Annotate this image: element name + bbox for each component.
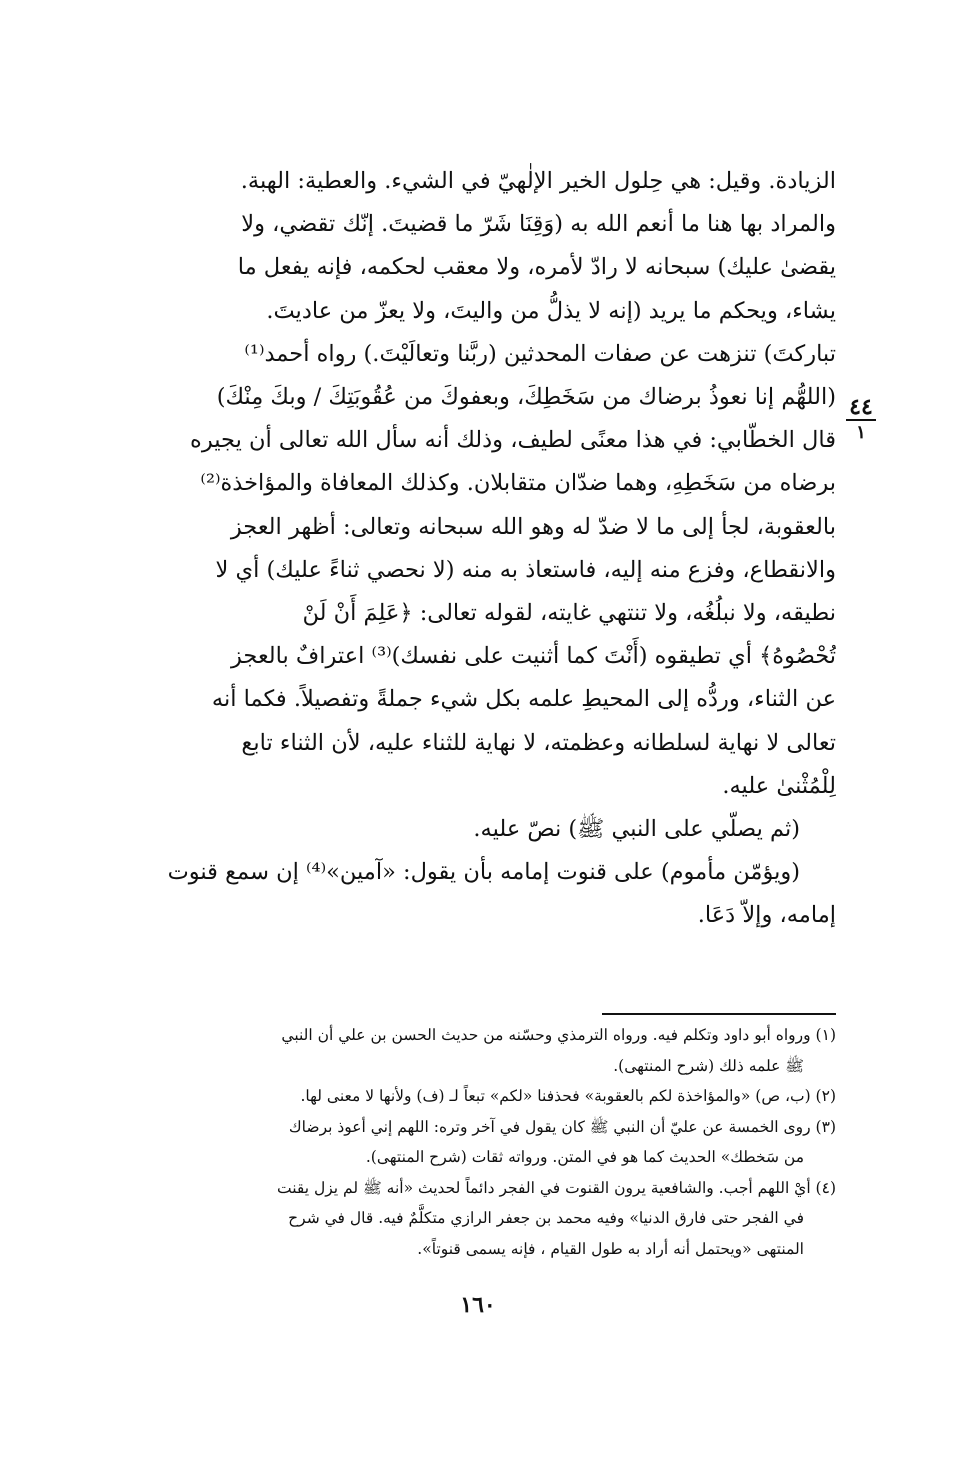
text-line: (ثم يصلّي على النبي ﷺ) نصّ عليه. [473,816,800,843]
text-line: والمراد بها هنا ما أنعم الله به (وَقِنَا شَرّ ما قضيتَ. إنّك تقضي، ولا [241,211,836,238]
text-line: قال الخطّابي: في هذا معنًى لطيف، وذلك أنه سأل الله تعالى أن يجيره [190,427,836,454]
text-line: لِلْمُثْنىٰ عليه. [722,772,836,799]
folio-side: ١ [856,422,866,443]
text-line: والانقطاع، وفزع منه إليه، فاستعاذ به منه (لا نحصي ثناءً عليك) أي لا [215,556,836,583]
footnote-separator [602,1013,836,1015]
text-line: بالعقوبة، لجأ إلى ما لا ضدّ له وهو الله سبحانه وتعالى: أظهر العجز [230,513,836,540]
footnote-line: (٤) أيْ اللهم أجب. والشافعية يرون القنوت في الفجر دائماً لحديث «أنه ﷺ لم يزل يقنت [277,1178,836,1197]
footnotes [128,1020,836,1264]
footnote-line: (١) ورواه أبو داود وتكلم فيه. ورواه الترمذي وحسّنه من حديث الحسن بن علي أن النبي [281,1026,836,1044]
page-number: ١٦٠ [460,1292,496,1318]
footnote-line: المنتهى «ويحتمل أنه أراد به طول القيام ، فإنه يسمى قنوتاً». [417,1239,804,1258]
text-line: تباركتَ) تنزهت عن صفات المحدثين (ربَّنا وتعالَيْتَ.) رواه أحمد⁽¹⁾ [244,340,836,367]
footnote-line: ﷺ علمه ذلك (شرح المنتهى). [613,1056,804,1075]
text-line: يشاء، ويحكم ما يريد (إنه لا يذلُّ من واليتَ، ولا يعزّ من عاديتَ. [266,297,836,324]
text-line: تُحْصُوهُ﴾ أي تطيقوه (أَنْتَ كما أثنيت على نفسك)⁽³⁾ اعترافٌ بالعجز [231,643,836,670]
folio-number: ٤٤ [846,395,876,421]
main-text [128,160,836,938]
footnote-line: (٢) (ب، ص) «والمؤاخذة لكم بالعقوبة» فحذفنا «لكم» تبعاً لـ (ف) ولأنها لا معنى لها. [300,1087,836,1105]
footnote-line: من سَخطك» الحديث كما هو في المتن. ورواته ثقات (شرح المنتهى). [365,1148,804,1166]
text-line: الزيادة. وقيل: هي حِلول الخير الإلٰهيّ في الشيء. والعطية: الهبة. [240,168,836,194]
text-line: تعالى لا نهاية لسلطانه وعظمته، لا نهاية للثناء عليه، لأن الثناء تابع [241,729,836,756]
text-line: نطيقه، ولا نبلُغُه، ولا تنتهي غايته، لقوله تعالى: ﴿عَلِمَ أَنْ لَنْ [302,600,836,627]
manuscript-folio-marker [846,395,876,445]
footnote-line: (٣) روى الخمسة عن عليّ أن النبي ﷺ كان يقول في آخر وتره: اللهم إني أعوذ برضاك [288,1117,836,1136]
text-line: يقضىٰ عليك) سبحانه لا رادّ لأمره، ولا معقب لحكمه، فإنه يفعل ما [237,254,836,281]
footnote-line: في الفجر حتى فارق الدنيا» وفيه محمد بن جعفر الرازي متكلَّمٌ فيه. قال في شرح [288,1209,804,1227]
text-line: عن الثناء، وردُّه إلى المحيطِ علمه بكل شيء جملةً وتفصيلاً. فكما أنه [211,686,836,713]
text-line: (ويؤمّن مأموم) على قنوت إمامه بأن يقول: «آمين»⁽⁴⁾ إن سمع قنوت [167,859,800,886]
text-line: برضاه من سَخَطِهِ، وهما ضدّان متقابلان. وكذلك المعافاة والمؤاخذة⁽²⁾ [200,470,836,497]
text-line: (اللهُّم إنا نعوذُ برضاك من سَخَطِكَ، وبعفوكَ من عُقُوبَتِكَ / وبكَ مِنْكَ) [216,384,836,411]
text-line: إمامه، وإلاّ دَعَا. [697,902,836,929]
